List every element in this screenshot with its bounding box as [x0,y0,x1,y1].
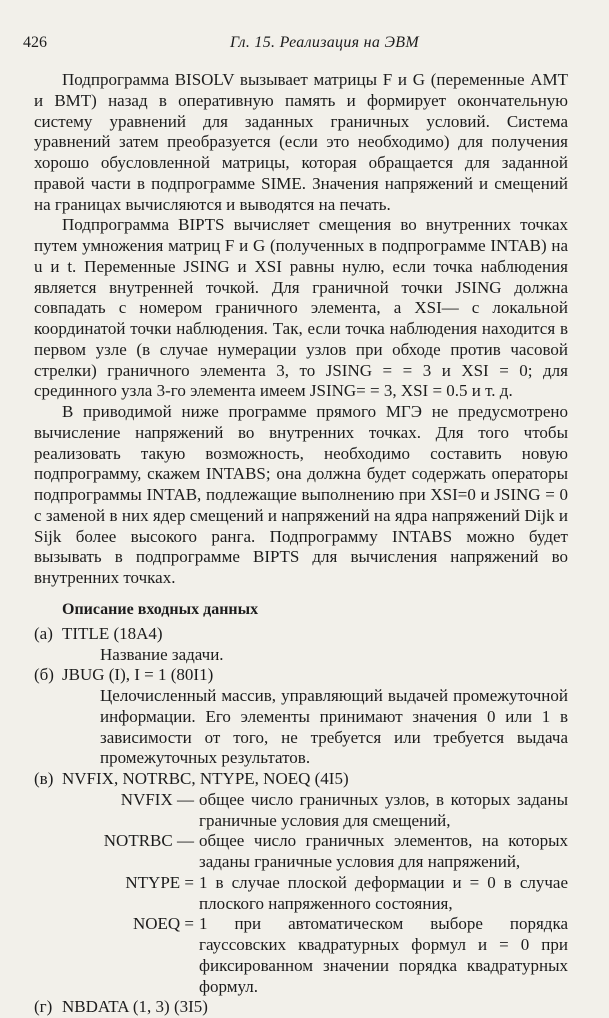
param-description: общее число граничных узлов, в которых заданы граничные условия для смещений, [199,789,568,830]
input-item-control-params [34,769,568,790]
input-item-nbdata [34,997,568,1018]
item-marker: (а) [34,623,53,643]
input-item-jbug [34,665,568,686]
param-nvfix [34,790,568,832]
item-description: Целочисленный массив, управляющий выдачей промежуточной информации. Его элементы принимают значения 0 или 1 в зависимости от того, не требуется или требуется выдача промежуточных результатов. [100,686,568,768]
param-name: NTYPE = [125,872,194,892]
paragraph-intabs: В приводимой ниже программе прямого МГЭ не предусмотрено вычисление напряжений во внутренних точках. Для того чтобы реализовать такую возможность, необходимо составить новую подпрограмму, скажем INTABS; она должна будет содержать операторы подпрограммы INTAB, подлежащие выполнению при XSI=0 и JSING = 0 с заменой в них ядер смещений и напряжений на ядра напряжений Dijk и Sijk более высокого ранга. Подпрограмму INTABS можно будет вызывать в подпрограмме BIPTS для вычисления напряжений во внутренних точках. [34,402,568,587]
param-name: NVFIX — [120,789,194,809]
item-format: TITLE (18A4) [62,623,163,643]
item-format: NBDATA (1, 3) (3I5) [62,997,208,1017]
item-marker: (г) [34,997,53,1017]
input-item-title [34,624,568,645]
item-format: JBUG (I), I = 1 (80I1) [62,665,214,685]
page-header [0,34,609,56]
page-content [34,70,568,1018]
param-description: 1 при автоматическом выборе порядка гауссовских квадратурных формул и = 0 при фиксированном значении порядка квадратурных формул. [199,914,568,996]
param-description: 1 в случае плоской деформации и = 0 в случае плоского напряженного состояния, [199,872,568,913]
section-heading: Описание входных данных [62,600,259,618]
page-number: 426 [23,34,47,51]
param-notrbc [34,831,568,873]
running-title: Гл. 15. Реализация на ЭВМ [230,34,419,51]
param-noeq [34,914,568,997]
paragraph-bisolv: Подпрограмма BISOLV вызывает матрицы F и G (переменные AMT и BMT) назад в оперативную память и формирует окончательную систему уравнений для заданных граничных условий. Система уравнений затем преобразуется (если это необходимо) для получения хорошо обусловленной матрицы, которая обращается для заданной правой части в подпрограмме SIME. Значения напряжений и смещений на границах вычисляются и выводятся на печать. [34,70,568,214]
param-description: общее число граничных элементов, на которых заданы граничные условия для напряжений, [199,831,568,871]
paragraph-bipts: Подпрограмма BIPTS вычисляет смещения во внутренних точках путем умножения матриц F и G (полученных в подпрограмме INTAB) на u и t. Переменные JSING и XSI равны нулю, если точка наблюдения является внутренней точкой. Для граничной точки JSING должна совпадать с номером граничного элемента, а XSI— с локальной координатой точки наблюдения. Так, если точка наблюдения находится в первом узле (в случае нумерации узлов при обходе против часовой стрелки) граничного элемента 3, то JSING = = 3 и XSI = 0; для срединного узла 3-го элемента имеем JSING= = 3, XSI = 0.5 и т. д. [34,215,568,401]
item-format: NVFIX, NOTRBC, NTYPE, NOEQ (4I5) [62,769,349,788]
param-name: NOTRBC — [103,831,194,851]
item-description: Название задачи. [100,644,224,664]
item-marker: (б) [34,665,54,685]
param-ntype [34,873,568,915]
param-name: NOEQ = [132,914,194,934]
item-marker: (в) [34,769,54,788]
